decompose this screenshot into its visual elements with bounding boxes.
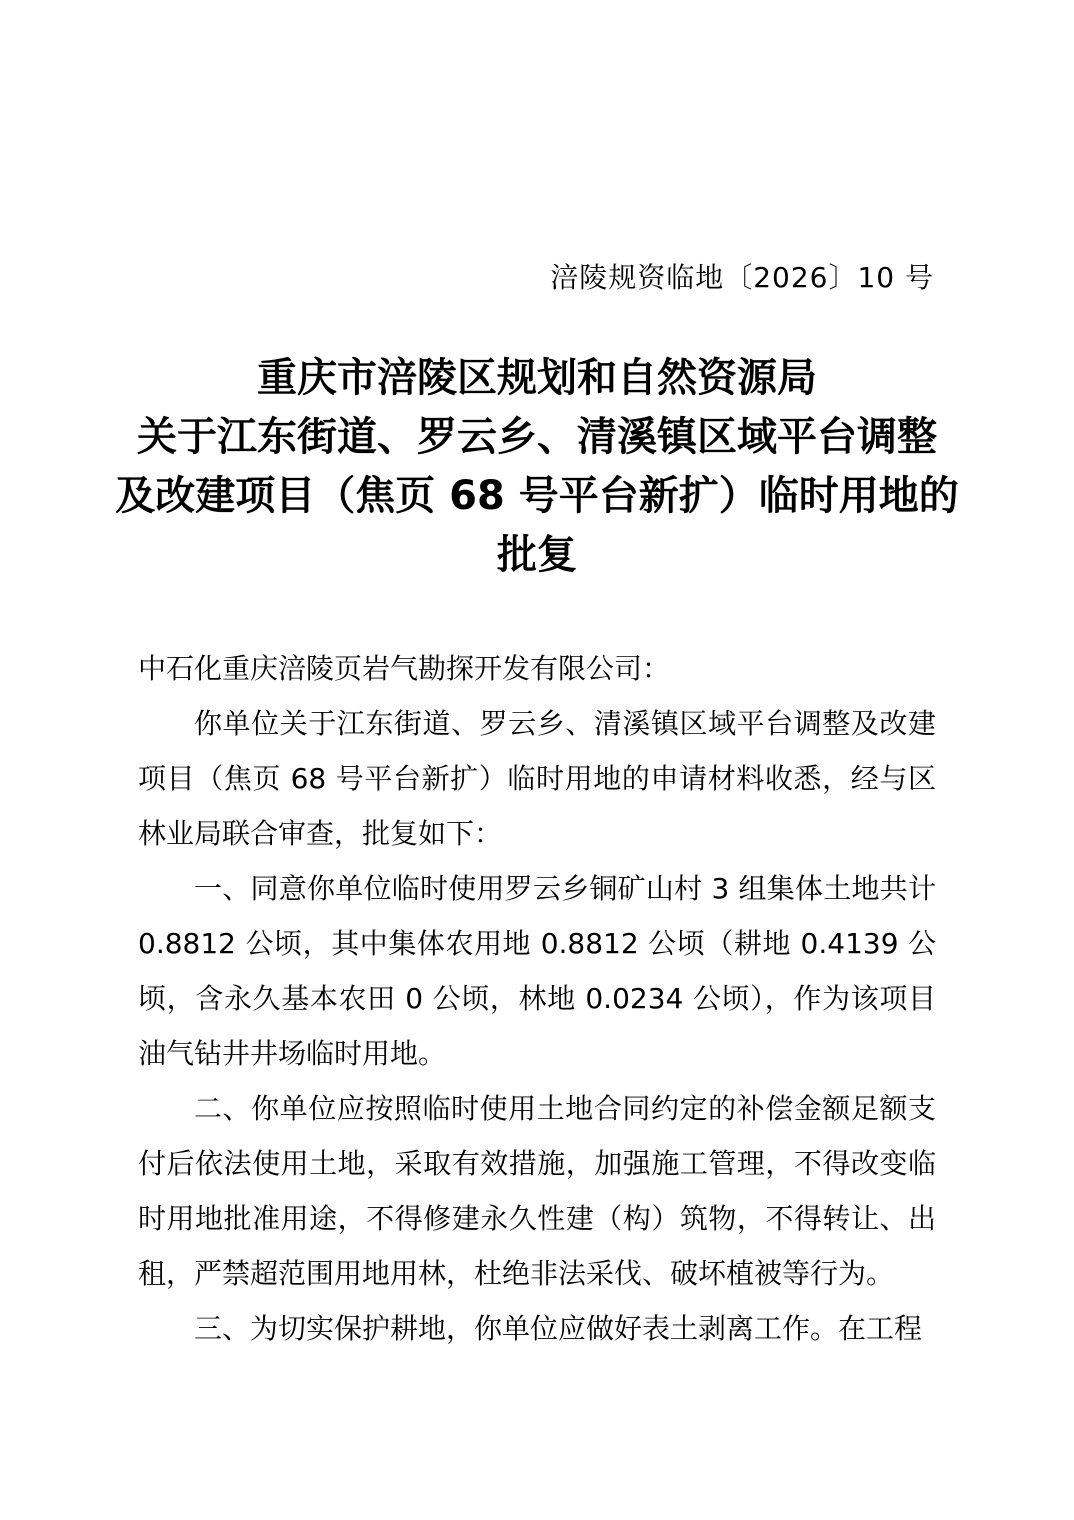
salutation-line: 中石化重庆涪陵页岩气勘探开发有限公司： (138, 652, 671, 685)
paragraph-item-2: 二、你单位应按照临时使用土地合同约定的补偿金额足额支付后依法使用土地，采取有效措施，加强施工管理，不得改变临时用地批准用途，不得修建永久性建（构）筑物，不得转让、出租，严禁超范围用地用林，杜绝非法采伐、破坏植被等行为。 (138, 1092, 936, 1290)
document-body (138, 641, 936, 1356)
paragraph-intro: 你单位关于江东街道、罗云乡、清溪镇区域平台调整及改建项目（焦页 68 号平台新扩）临时用地的申请材料收悉，经与区林业局联合审查，批复如下： (138, 707, 936, 850)
document-title-line-4: 批复 (497, 532, 577, 578)
document-title-line-3: 及改建项目（焦页 68 号平台新扩）临时用地的 (115, 473, 959, 519)
document-number: 涪陵规资临地〔2026〕10 号 (550, 261, 934, 294)
document-title-line-2: 关于江东街道、罗云乡、清溪镇区域平台调整 (137, 414, 937, 460)
paragraph-item-3: 三、为切实保护耕地，你单位应做好表土剥离工作。在工程 (194, 1312, 923, 1345)
paragraph-item-1: 一、同意你单位临时使用罗云乡铜矿山村 3 组集体土地共计 0.8812 公顷，其中集体农用地 0.8812 公顷（耕地 0.4139 公顷，含永久基本农田 0 公顷，林地 0.0234 公顷），作为该项目油气钻井井场临时用地。 (138, 872, 936, 1070)
document-title (60, 349, 1014, 585)
document-title-line-1: 重庆市涪陵区规划和自然资源局 (257, 355, 817, 401)
